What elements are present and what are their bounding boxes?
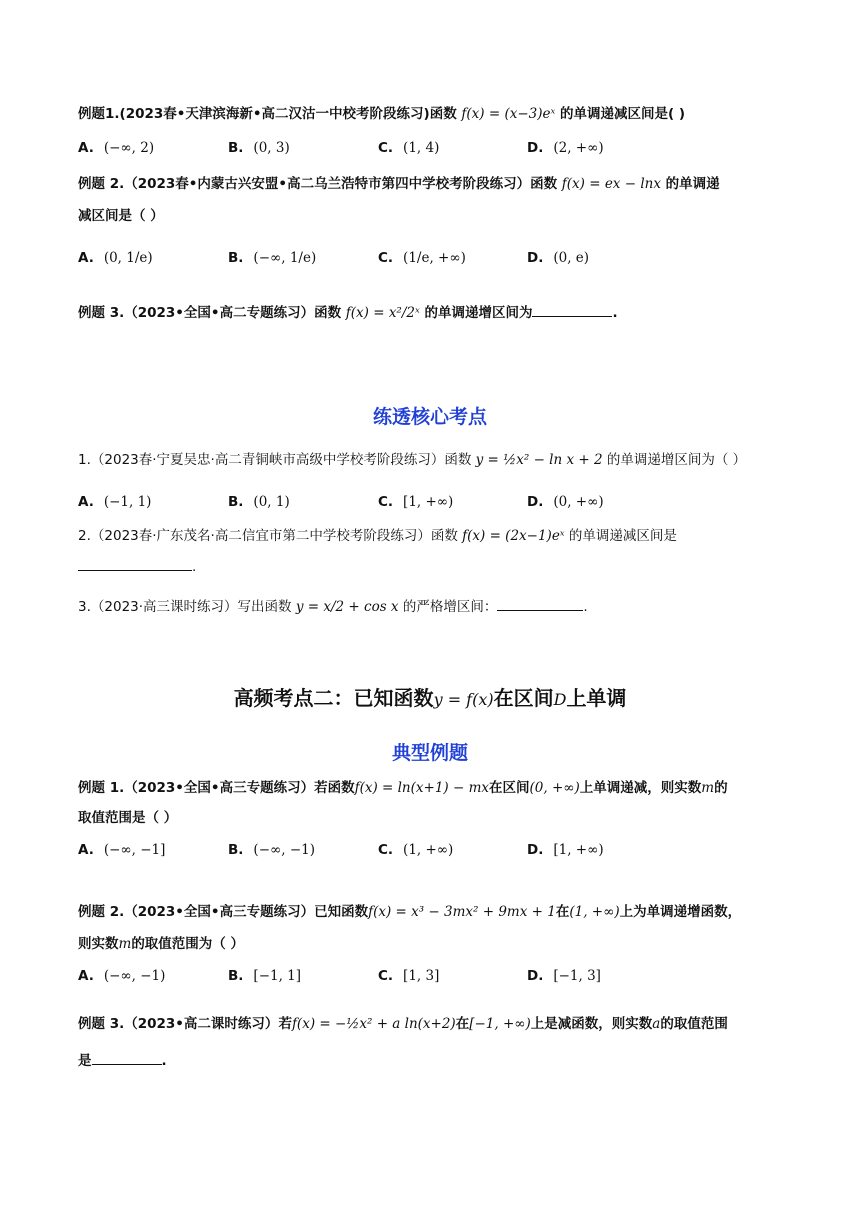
option-b <box>228 966 301 986</box>
option-value: (−∞, −1) <box>253 842 315 858</box>
option-c <box>378 840 453 860</box>
text: 的单调递减区间是 <box>568 528 677 544</box>
section-heading: 练透核心考点 <box>372 406 487 428</box>
option-c <box>378 248 466 268</box>
option-value: (−1, 1) <box>103 494 152 510</box>
option-b <box>228 840 315 860</box>
formula: f(x) = (2x−1)eˣ <box>462 528 565 544</box>
example-2-line-2 <box>78 206 164 226</box>
formula: y = x/2 + cos x <box>295 599 399 615</box>
example-label: 例题1. <box>78 106 120 122</box>
text: 取值范围是（ ） <box>78 810 178 826</box>
text: 函数 <box>430 528 458 544</box>
option-value: (−∞, 2) <box>103 140 155 156</box>
option-label: B. <box>228 250 244 266</box>
text: 是 <box>78 1053 92 1069</box>
option-value: (2, +∞) <box>553 140 604 156</box>
interval: (0, +∞) <box>529 780 580 796</box>
text: 的单调递 <box>665 176 720 192</box>
option-label: C. <box>378 140 394 156</box>
option-label: B. <box>228 494 244 510</box>
option-d <box>527 248 589 268</box>
text: 在 <box>455 1016 470 1032</box>
text: 的取值范围为（ ） <box>131 936 245 952</box>
option-d <box>527 966 601 986</box>
text: 函数 <box>530 176 558 192</box>
option-label: B. <box>228 968 244 984</box>
text: 上单调递减，则实数 <box>579 780 702 796</box>
option-c <box>378 138 439 158</box>
text: . <box>161 1053 167 1069</box>
formula: f(x) = (x−3)eˣ <box>461 106 556 122</box>
text: 上为单调递增函数， <box>619 904 742 920</box>
option-d <box>527 138 604 158</box>
option-d <box>527 840 604 860</box>
text: 在 <box>555 904 570 920</box>
example-1-line-2 <box>78 808 177 828</box>
example-1 <box>78 778 728 798</box>
question-label: 1. <box>78 452 91 468</box>
question-3 <box>78 596 588 617</box>
option-label: D. <box>527 842 544 858</box>
option-value: (−∞, −1] <box>103 842 166 858</box>
interval: [−1, +∞) <box>469 1016 531 1032</box>
example-2 <box>78 174 720 194</box>
option-value: (0, +∞) <box>553 494 604 510</box>
source-text: （2023春·宁夏吴忠·高二青铜峡市高级中学校考阶段练习） <box>90 452 445 468</box>
source-text: （2023•高二课时练习） <box>124 1016 279 1032</box>
variable: D <box>553 690 567 709</box>
option-label: A. <box>78 494 94 510</box>
section-heading <box>0 682 860 711</box>
option-label: C. <box>378 968 394 984</box>
option-b <box>228 248 316 268</box>
text: 的取值范围 <box>660 1016 728 1032</box>
example-3 <box>78 1014 728 1034</box>
option-label: D. <box>527 250 544 266</box>
example-3 <box>78 302 618 323</box>
text: . <box>612 305 618 321</box>
variable: m <box>118 936 132 952</box>
option-b <box>228 138 290 158</box>
text: . <box>192 559 197 575</box>
option-c <box>378 492 453 512</box>
option-value: (0, 1) <box>253 494 290 510</box>
formula: f(x) = x²/2ˣ <box>345 305 420 321</box>
text: 的严格增区间： <box>402 599 498 615</box>
option-label: D. <box>527 494 544 510</box>
formula: f(x) = −½x² + a ln(x+2) <box>291 1016 456 1032</box>
option-a <box>78 840 165 860</box>
source-text: （2023·高三课时练习） <box>90 599 238 615</box>
option-a <box>78 248 153 268</box>
variable: m <box>701 780 715 796</box>
example-label: 例题 3. <box>78 305 125 321</box>
text: 在区间 <box>493 686 554 710</box>
text: 高频考点二：已知函数 <box>233 686 434 710</box>
option-value: (−∞, 1/e) <box>253 250 317 266</box>
answer-blank[interactable] <box>497 596 583 611</box>
option-value: (−∞, −1) <box>103 968 166 984</box>
example-label: 例题 1. <box>78 780 125 796</box>
option-label: D. <box>527 140 544 156</box>
example-3-line-2 <box>78 1050 167 1071</box>
option-value: (1, +∞) <box>403 842 454 858</box>
answer-blank[interactable] <box>532 302 612 317</box>
text: 则实数 <box>78 936 119 952</box>
interval: (1, +∞) <box>569 904 620 920</box>
option-value: [−1, 1] <box>253 968 302 984</box>
text: 在区间 <box>489 780 530 796</box>
option-label: C. <box>378 250 394 266</box>
option-value: [−1, 3] <box>553 968 601 984</box>
option-a <box>78 966 165 986</box>
source-text: (2023春•天津滨海新•高二汉沽一中校考阶段练习) <box>119 106 430 122</box>
text: 的 <box>714 780 728 796</box>
option-value: (0, 1/e) <box>103 250 153 266</box>
text: 上是减函数，则实数 <box>530 1016 653 1032</box>
example-1 <box>78 104 685 124</box>
option-label: A. <box>78 140 94 156</box>
option-value: [1, +∞) <box>403 494 454 510</box>
option-d <box>527 492 604 512</box>
option-value: (0, e) <box>553 250 590 266</box>
subsection-heading: 典型例题 <box>391 742 468 764</box>
source-text: （2023春•内蒙古兴安盟•高二乌兰浩特市第四中学校考阶段练习） <box>124 176 531 192</box>
example-label: 例题 2. <box>78 176 125 192</box>
question-1 <box>78 450 746 470</box>
text: 函数 <box>429 106 457 122</box>
option-value: [1, 3] <box>403 968 440 984</box>
option-a <box>78 492 151 512</box>
option-label: C. <box>378 842 394 858</box>
variable: a <box>652 1016 661 1032</box>
option-label: D. <box>527 968 544 984</box>
example-label: 例题 2. <box>78 904 125 920</box>
option-value: [1, +∞) <box>553 842 604 858</box>
text: 函数 <box>444 452 472 468</box>
text: 已知函数 <box>314 904 369 920</box>
option-value: (1/e, +∞) <box>403 250 466 266</box>
source-text: （2023春·广东茂名·高二信宜市第二中学校考阶段练习） <box>90 528 431 544</box>
example-label: 例题 3. <box>78 1016 125 1032</box>
text: 写出函数 <box>237 599 292 615</box>
option-label: A. <box>78 250 94 266</box>
text: 若函数 <box>314 780 355 796</box>
example-2 <box>78 902 741 922</box>
answer-blank[interactable] <box>92 1050 162 1065</box>
question-label: 2. <box>78 528 91 544</box>
answer-blank[interactable] <box>78 556 192 571</box>
formula: f(x) = ln(x+1) − mx <box>354 780 489 796</box>
text: 的单调递增区间为 <box>424 305 533 321</box>
option-a <box>78 138 154 158</box>
text: 减区间是（ ） <box>78 208 164 224</box>
question-2-line-2 <box>78 556 196 577</box>
text: . <box>583 599 588 615</box>
option-label: A. <box>78 842 94 858</box>
option-label: A. <box>78 968 94 984</box>
source-text: （2023•全国•高三专题练习） <box>124 904 315 920</box>
option-label: C. <box>378 494 394 510</box>
example-2-line-2 <box>78 934 244 954</box>
option-value: (1, 4) <box>403 140 440 156</box>
option-value: (0, 3) <box>253 140 290 156</box>
text: 上单调 <box>566 686 627 710</box>
source-text: （2023•全国•高二专题练习） <box>124 305 315 321</box>
text: 的单调递减区间是( ) <box>559 106 686 122</box>
question-label: 3. <box>78 599 91 615</box>
question-2 <box>78 526 677 546</box>
text: 的单调递增区间为（ ） <box>606 452 747 468</box>
formula: y = f(x) <box>433 690 494 709</box>
formula: f(x) = x³ − 3mx² + 9mx + 1 <box>368 904 556 920</box>
formula: f(x) = ex − lnx <box>561 176 661 192</box>
text: 若 <box>278 1016 292 1032</box>
option-label: B. <box>228 842 244 858</box>
source-text: （2023•全国•高三专题练习） <box>124 780 315 796</box>
option-label: B. <box>228 140 244 156</box>
formula: y = ½x² − ln x + 2 <box>475 452 603 468</box>
option-b <box>228 492 290 512</box>
option-c <box>378 966 439 986</box>
text: 函数 <box>314 305 342 321</box>
